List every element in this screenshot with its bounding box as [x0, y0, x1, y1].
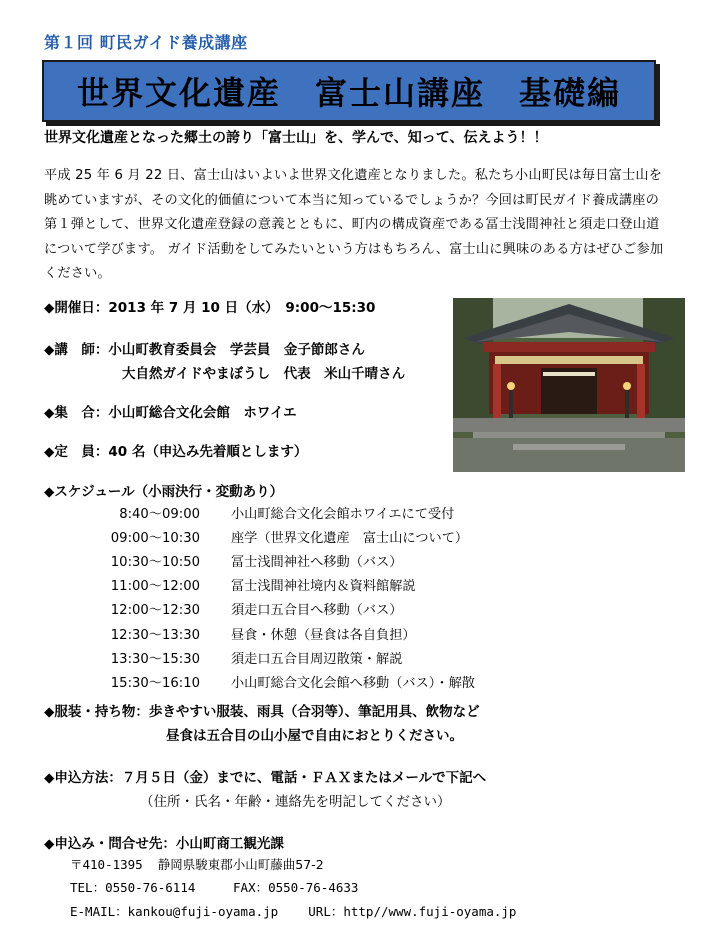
- contact-address: 静岡県駿東郡小山町藤曲57-2: [157, 857, 324, 872]
- schedule-time: 09:00～10:30: [110, 530, 200, 546]
- contact-office: 小山町商工観光課: [175, 836, 284, 852]
- capacity-row: [44, 440, 307, 460]
- tagline: 世界文化遺産となった郷土の誇り「富士山」を、学んで、知って、伝えよう！！: [44, 130, 548, 146]
- schedule-desc: 冨士浅間神社境内＆資料館解説: [231, 579, 416, 595]
- apply-label: ◆申込方法：: [44, 770, 122, 786]
- date-row: [44, 296, 375, 316]
- schedule-row: [80, 548, 520, 572]
- contact-label: ◆申込み・問合せ先：: [44, 836, 176, 852]
- title-banner: [42, 60, 656, 122]
- schedule-row: [80, 500, 520, 524]
- schedule-row: [80, 669, 520, 693]
- schedule-desc: 小山町総合文化会館ホワイエにて受付: [231, 506, 455, 522]
- schedule-desc: 昼食・休憩（昼食は各自負担）: [231, 627, 416, 643]
- clothing-line2: 昼食は五合目の山小屋で自由におとりください。: [166, 728, 463, 744]
- intro-paragraph: 平成 25 年 6 月 22 日、富士山はいよいよ世界文化遺産となりました。私たち小山町民は毎日富士山を眺めていますが、その文化的価値について本当に知っているでしょうか？今回は町民ガイド養成講座の第１弾として、世界文化遺産登録の意義とともに、町内の構成資産である冨士浅間神社と須走口登山道について学びます。 ガイド活動をしてみたいという方はもちろん、富士山に興味のある方はぜひご参加ください。: [44, 168, 664, 281]
- lecturer-line1: 小山町教育委員会 学芸員 金子節郎さん: [108, 342, 365, 358]
- schedule-time: 12:00～12:30: [110, 603, 200, 619]
- schedule-row: [80, 597, 520, 621]
- schedule-title: ◆スケジュール（小雨決行・変動あり）: [44, 484, 284, 500]
- schedule-row: [80, 573, 520, 597]
- schedule-time: 12:30～13:30: [110, 627, 200, 643]
- shrine-photo: [453, 298, 685, 472]
- schedule-time: 10:30～10:50: [110, 554, 200, 570]
- contact-email[interactable]: E-MAIL：kankou@fuji-oyama.jp: [70, 904, 279, 919]
- banner-title: 世界文化遺産 富士山講座 基礎編: [76, 74, 621, 112]
- schedule-list: [80, 500, 520, 694]
- meeting-label: ◆集 合：: [44, 405, 109, 421]
- schedule-time: 11:00～12:00: [110, 579, 200, 595]
- contact-fax: FAX：0550-76-4633: [233, 880, 359, 895]
- schedule-desc: 須走口五合目周辺散策・解説: [231, 651, 403, 667]
- apply-row: [44, 766, 486, 786]
- lecturer-row: [44, 338, 365, 358]
- schedule-time: 8:40～09:00: [119, 506, 200, 522]
- capacity-label: ◆定 員：: [44, 444, 109, 460]
- clothing-row: [44, 700, 480, 720]
- schedule-time: 15:30～16:10: [110, 675, 200, 691]
- apply-line1: ７月５日（金）までに、電話・ＦＡＸまたはメールで下記へ: [121, 770, 487, 786]
- meeting-value: 小山町総合文化会館 ホワイエ: [108, 405, 297, 421]
- schedule-row: [80, 645, 520, 669]
- schedule-desc: 小山町総合文化会館へ移動（バス）・解散: [231, 675, 475, 691]
- lecturer-label: ◆講 師：: [44, 342, 109, 358]
- schedule-desc: 須走口五合目へ移動（バス）: [231, 603, 403, 619]
- contact-url[interactable]: URL：http//www.fuji-oyama.jp: [308, 904, 517, 919]
- schedule-time: 13:30～15:30: [110, 651, 200, 667]
- contact-address-line: [70, 855, 324, 873]
- schedule-row: [80, 621, 520, 645]
- schedule-row: [80, 524, 520, 548]
- lecturer-line2: 大自然ガイドやまぼうし 代表 米山千晴さん: [122, 366, 406, 382]
- date-value: 2013 年 7 月 10 日（水） 9:00～15:30: [108, 300, 376, 316]
- contact-web-line: [70, 902, 516, 920]
- meeting-row: [44, 401, 296, 421]
- apply-line2: （住所・氏名・年齢・連絡先を明記してください）: [140, 794, 451, 810]
- date-label: ◆開催日：: [44, 300, 109, 316]
- contact-tel: TEL：0550-76-6114: [70, 880, 196, 895]
- clothing-label: ◆服装・持ち物：: [44, 704, 149, 720]
- schedule-desc: 座学（世界文化遺産 富士山について）: [231, 530, 469, 546]
- contact-phone-line: [70, 878, 358, 896]
- series-title: 第１回 町民ガイド養成講座: [44, 33, 248, 52]
- capacity-value: 40 名（申込み先着順とします）: [108, 444, 308, 460]
- contact-row: [44, 832, 284, 852]
- clothing-line1: 歩きやすい服装、雨具（合羽等）、筆記用具、飲物など: [148, 704, 480, 720]
- schedule-desc: 冨士浅間神社へ移動（バス）: [231, 554, 403, 570]
- contact-postal: 〒410-1395: [70, 857, 143, 872]
